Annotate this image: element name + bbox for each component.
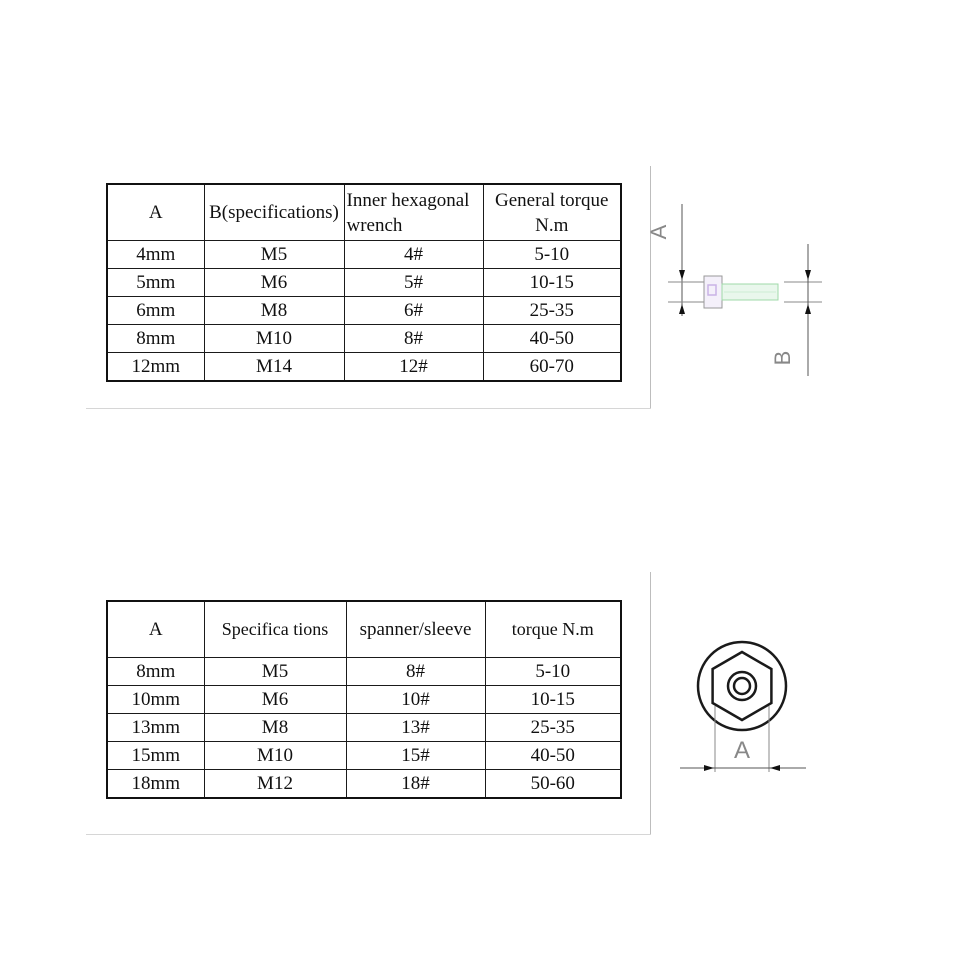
header-cell: Inner hexagonal wrench (344, 184, 483, 241)
table-row (107, 714, 621, 742)
cell: M5 (204, 658, 346, 686)
panel1-bottom-rule (86, 408, 651, 409)
header-cell: General torque N.m (483, 184, 621, 241)
cell: M8 (204, 714, 346, 742)
cell: 5# (344, 269, 483, 297)
cell: M5 (204, 241, 344, 269)
panel2-right-rule (650, 572, 651, 834)
cell: 6mm (107, 297, 204, 325)
nut-torque-table (106, 600, 622, 799)
header-cell: B(specifications) (204, 184, 344, 241)
panel1-right-rule (650, 166, 651, 408)
table-header-row (107, 184, 621, 241)
cell: 6# (344, 297, 483, 325)
screw-torque-table (106, 183, 622, 382)
cell: 8mm (107, 658, 204, 686)
cell: 13mm (107, 714, 204, 742)
cell: M10 (204, 742, 346, 770)
panel2-bottom-rule (86, 834, 651, 835)
cell: 40-50 (485, 742, 621, 770)
cell: 13# (346, 714, 485, 742)
cell: M12 (204, 770, 346, 799)
cell: M14 (204, 353, 344, 382)
cell: 12# (344, 353, 483, 382)
nut-bore-outer (728, 672, 756, 700)
cell: 40-50 (483, 325, 621, 353)
cell: 12mm (107, 353, 204, 382)
table-row (107, 325, 621, 353)
cell: M6 (204, 269, 344, 297)
table-row (107, 686, 621, 714)
table-row (107, 353, 621, 382)
cell: 5-10 (485, 658, 621, 686)
nut-hexagon (713, 652, 772, 720)
table-row (107, 770, 621, 799)
cell: 10-15 (485, 686, 621, 714)
cell: 18mm (107, 770, 204, 799)
table-row (107, 742, 621, 770)
cell: M10 (204, 325, 344, 353)
cell: 5-10 (483, 241, 621, 269)
header-cell: A (107, 601, 204, 658)
cell: 25-35 (483, 297, 621, 325)
cell: 8# (344, 325, 483, 353)
nut-washer-circle (698, 642, 786, 730)
table-header-row (107, 601, 621, 658)
cell: M8 (204, 297, 344, 325)
cell: 8mm (107, 325, 204, 353)
dimension-label-b: B (770, 350, 795, 366)
cell: 5mm (107, 269, 204, 297)
hex-nut-diagram (676, 640, 810, 780)
table-row (107, 241, 621, 269)
table-row (107, 269, 621, 297)
cell: 25-35 (485, 714, 621, 742)
cell: M6 (204, 686, 346, 714)
cell: 4mm (107, 241, 204, 269)
cell: 10mm (107, 686, 204, 714)
dimension-label-a: A (733, 737, 751, 764)
dimension-label-a: A (646, 224, 671, 240)
header-cell: A (107, 184, 204, 241)
table-row (107, 658, 621, 686)
header-cell: spanner/sleeve (346, 601, 485, 658)
table-row (107, 297, 621, 325)
cell: 15# (346, 742, 485, 770)
cell: 60-70 (483, 353, 621, 382)
cell: 4# (344, 241, 483, 269)
cell: 10-15 (483, 269, 621, 297)
header-cell: torque N.m (485, 601, 621, 658)
screw-head (704, 276, 722, 308)
nut-bore-inner (734, 678, 750, 694)
header-cell: Specifica tions (204, 601, 346, 658)
cell: 18# (346, 770, 485, 799)
cell: 10# (346, 686, 485, 714)
cell: 50-60 (485, 770, 621, 799)
cell: 15mm (107, 742, 204, 770)
cell: 8# (346, 658, 485, 686)
socket-screw-diagram (646, 196, 822, 380)
